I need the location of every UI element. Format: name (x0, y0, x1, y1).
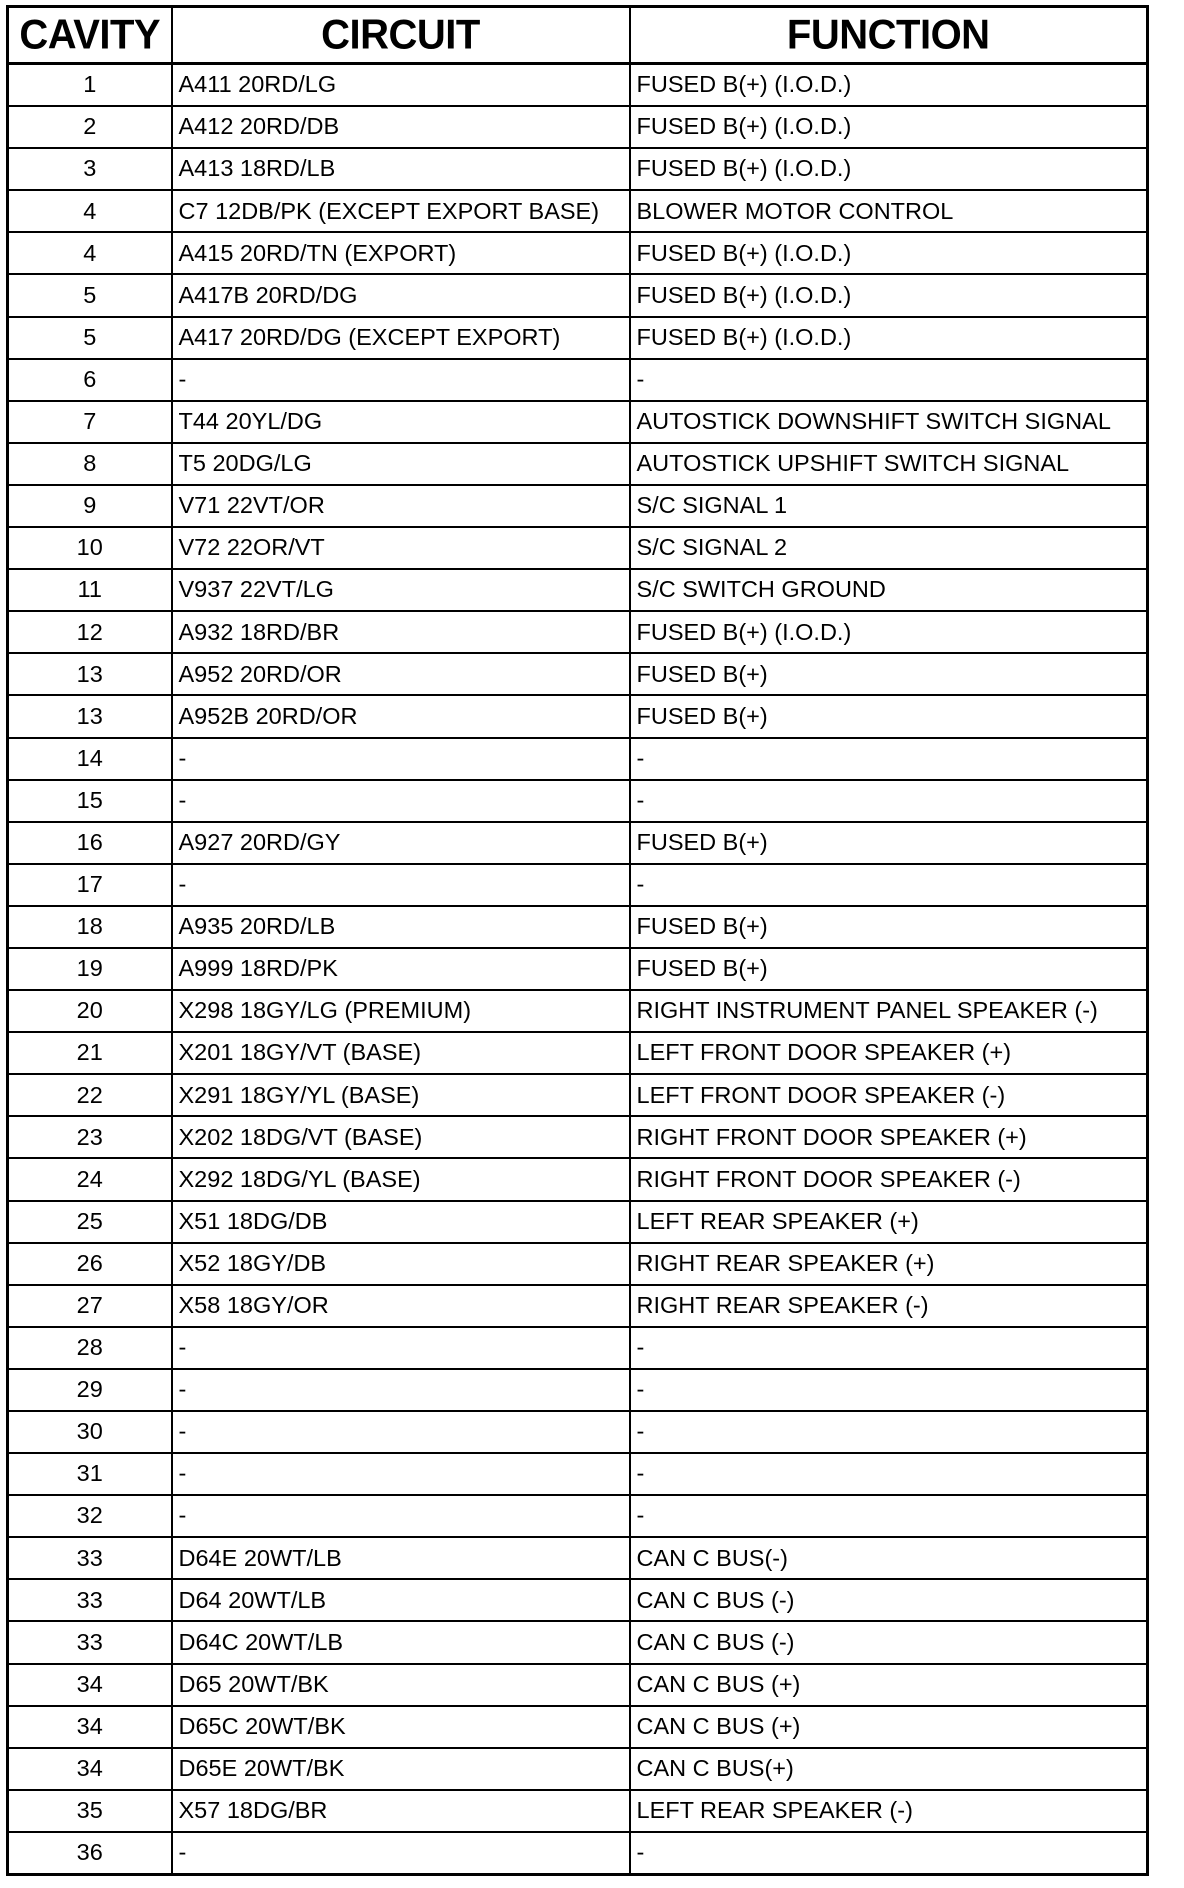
function-cell: LEFT REAR SPEAKER (+) (630, 1201, 1148, 1243)
table-row (8, 1706, 1148, 1748)
circuit-cell: - (172, 1453, 630, 1495)
table-row (8, 1116, 1148, 1158)
cavity-cell: 19 (8, 948, 172, 990)
cavity-cell: 16 (8, 822, 172, 864)
table-row (8, 1158, 1148, 1200)
table-row (8, 1369, 1148, 1411)
circuit-cell: X291 18GY/YL (BASE) (172, 1074, 630, 1116)
function-cell: RIGHT FRONT DOOR SPEAKER (-) (630, 1158, 1148, 1200)
function-cell: - (630, 780, 1148, 822)
circuit-cell: X51 18DG/DB (172, 1201, 630, 1243)
table-row (8, 106, 1148, 148)
circuit-cell: V937 22VT/LG (172, 569, 630, 611)
circuit-cell: D65C 20WT/BK (172, 1706, 630, 1748)
table-header (8, 7, 1148, 64)
table-row (8, 1537, 1148, 1579)
function-cell: S/C SWITCH GROUND (630, 569, 1148, 611)
cavity-cell: 33 (8, 1579, 172, 1621)
cavity-cell: 13 (8, 653, 172, 695)
cavity-cell: 14 (8, 738, 172, 780)
cavity-cell: 31 (8, 1453, 172, 1495)
function-cell: - (630, 1495, 1148, 1537)
cavity-cell: 12 (8, 611, 172, 653)
table-row (8, 1621, 1148, 1663)
function-cell: LEFT FRONT DOOR SPEAKER (+) (630, 1032, 1148, 1074)
function-cell: RIGHT REAR SPEAKER (+) (630, 1243, 1148, 1285)
function-cell: AUTOSTICK UPSHIFT SWITCH SIGNAL (630, 443, 1148, 485)
function-cell: CAN C BUS (+) (630, 1664, 1148, 1706)
table-row (8, 948, 1148, 990)
table-row (8, 485, 1148, 527)
circuit-cell: - (172, 864, 630, 906)
cavity-cell: 30 (8, 1411, 172, 1453)
circuit-cell: X292 18DG/YL (BASE) (172, 1158, 630, 1200)
cavity-cell: 11 (8, 569, 172, 611)
table-row (8, 1832, 1148, 1875)
cavity-cell: 10 (8, 527, 172, 569)
function-cell: LEFT REAR SPEAKER (-) (630, 1790, 1148, 1832)
cavity-cell: 35 (8, 1790, 172, 1832)
table-row (8, 738, 1148, 780)
table-row (8, 1664, 1148, 1706)
circuit-cell: V71 22VT/OR (172, 485, 630, 527)
circuit-cell: A935 20RD/LB (172, 906, 630, 948)
cavity-cell: 5 (8, 274, 172, 316)
cavity-cell: 18 (8, 906, 172, 948)
cavity-cell: 34 (8, 1706, 172, 1748)
column-header-cavity: CAVITY (8, 5, 172, 65)
circuit-cell: - (172, 1369, 630, 1411)
cavity-cell: 28 (8, 1327, 172, 1369)
table-row (8, 274, 1148, 316)
circuit-cell: D64 20WT/LB (172, 1579, 630, 1621)
circuit-cell: - (172, 1495, 630, 1537)
cavity-cell: 3 (8, 148, 172, 190)
table-row (8, 1285, 1148, 1327)
table-row (8, 822, 1148, 864)
function-cell: FUSED B(+) (I.O.D.) (630, 274, 1148, 316)
circuit-cell: - (172, 780, 630, 822)
circuit-cell: A952B 20RD/OR (172, 695, 630, 737)
function-cell: FUSED B(+) (630, 948, 1148, 990)
cavity-cell: 13 (8, 695, 172, 737)
pinout-sheet (6, 5, 1149, 1876)
circuit-cell: T44 20YL/DG (172, 401, 630, 443)
function-cell: AUTOSTICK DOWNSHIFT SWITCH SIGNAL (630, 401, 1148, 443)
function-cell: RIGHT REAR SPEAKER (-) (630, 1285, 1148, 1327)
cavity-cell: 17 (8, 864, 172, 906)
table-row (8, 1495, 1148, 1537)
table-row (8, 1579, 1148, 1621)
cavity-cell: 2 (8, 106, 172, 148)
function-cell: - (630, 1453, 1148, 1495)
table-row (8, 653, 1148, 695)
function-cell: - (630, 864, 1148, 906)
circuit-cell: - (172, 1327, 630, 1369)
circuit-cell: - (172, 359, 630, 401)
circuit-cell: D65 20WT/BK (172, 1664, 630, 1706)
cavity-cell: 33 (8, 1621, 172, 1663)
function-cell: LEFT FRONT DOOR SPEAKER (-) (630, 1074, 1148, 1116)
cavity-cell: 29 (8, 1369, 172, 1411)
function-cell: FUSED B(+) (630, 906, 1148, 948)
function-cell: BLOWER MOTOR CONTROL (630, 190, 1148, 232)
table-row (8, 1032, 1148, 1074)
function-cell: FUSED B(+) (630, 822, 1148, 864)
cavity-cell: 26 (8, 1243, 172, 1285)
function-cell: FUSED B(+) (I.O.D.) (630, 64, 1148, 107)
cavity-cell: 1 (8, 64, 172, 107)
circuit-cell: A932 18RD/BR (172, 611, 630, 653)
cavity-cell: 25 (8, 1201, 172, 1243)
function-cell: RIGHT INSTRUMENT PANEL SPEAKER (-) (630, 990, 1148, 1032)
circuit-cell: D65E 20WT/BK (172, 1748, 630, 1790)
table-row (8, 443, 1148, 485)
table-row (8, 1243, 1148, 1285)
circuit-cell: X201 18GY/VT (BASE) (172, 1032, 630, 1074)
function-cell: CAN C BUS (+) (630, 1706, 1148, 1748)
function-cell: CAN C BUS (-) (630, 1621, 1148, 1663)
cavity-cell: 15 (8, 780, 172, 822)
cavity-cell: 33 (8, 1537, 172, 1579)
function-cell: - (630, 1369, 1148, 1411)
circuit-cell: A412 20RD/DB (172, 106, 630, 148)
table-row (8, 232, 1148, 274)
function-cell: FUSED B(+) (630, 653, 1148, 695)
table-row (8, 64, 1148, 107)
function-cell: RIGHT FRONT DOOR SPEAKER (+) (630, 1116, 1148, 1158)
table-row (8, 695, 1148, 737)
table-row (8, 359, 1148, 401)
cavity-cell: 5 (8, 317, 172, 359)
table-row (8, 990, 1148, 1032)
cavity-cell: 6 (8, 359, 172, 401)
table-row (8, 190, 1148, 232)
table-row (8, 780, 1148, 822)
table-row (8, 317, 1148, 359)
circuit-cell: A415 20RD/TN (EXPORT) (172, 232, 630, 274)
cavity-cell: 7 (8, 401, 172, 443)
function-cell: - (630, 1327, 1148, 1369)
circuit-cell: X58 18GY/OR (172, 1285, 630, 1327)
function-cell: - (630, 738, 1148, 780)
function-cell: FUSED B(+) (I.O.D.) (630, 317, 1148, 359)
connector-pinout-table (6, 5, 1149, 1876)
table-row (8, 864, 1148, 906)
circuit-cell: - (172, 1411, 630, 1453)
cavity-cell: 24 (8, 1158, 172, 1200)
column-header-function: FUNCTION (630, 5, 1148, 65)
circuit-cell: X52 18GY/DB (172, 1243, 630, 1285)
circuit-cell: D64C 20WT/LB (172, 1621, 630, 1663)
function-cell: CAN C BUS (-) (630, 1579, 1148, 1621)
table-row (8, 1748, 1148, 1790)
circuit-cell: C7 12DB/PK (EXCEPT EXPORT BASE) (172, 190, 630, 232)
circuit-cell: A952 20RD/OR (172, 653, 630, 695)
table-row (8, 527, 1148, 569)
function-cell: CAN C BUS(-) (630, 1537, 1148, 1579)
cavity-cell: 20 (8, 990, 172, 1032)
circuit-cell: V72 22OR/VT (172, 527, 630, 569)
cavity-cell: 22 (8, 1074, 172, 1116)
function-cell: FUSED B(+) (I.O.D.) (630, 611, 1148, 653)
table-row (8, 148, 1148, 190)
circuit-cell: A417 20RD/DG (EXCEPT EXPORT) (172, 317, 630, 359)
table-row (8, 1074, 1148, 1116)
header-row (8, 7, 1148, 64)
cavity-cell: 4 (8, 232, 172, 274)
cavity-cell: 9 (8, 485, 172, 527)
cavity-cell: 23 (8, 1116, 172, 1158)
table-row (8, 401, 1148, 443)
circuit-cell: X202 18DG/VT (BASE) (172, 1116, 630, 1158)
function-cell: FUSED B(+) (630, 695, 1148, 737)
circuit-cell: X57 18DG/BR (172, 1790, 630, 1832)
table-body (8, 64, 1148, 1875)
table-row (8, 569, 1148, 611)
circuit-cell: A927 20RD/GY (172, 822, 630, 864)
circuit-cell: - (172, 1832, 630, 1875)
table-row (8, 1411, 1148, 1453)
cavity-cell: 21 (8, 1032, 172, 1074)
function-cell: - (636, 1839, 645, 1866)
function-cell: FUSED B(+) (I.O.D.) (630, 106, 1148, 148)
circuit-cell: A413 18RD/LB (172, 148, 630, 190)
circuit-cell: A999 18RD/PK (172, 948, 630, 990)
circuit-cell: D64E 20WT/LB (172, 1537, 630, 1579)
cavity-cell: 36 (8, 1832, 172, 1875)
table-row (8, 1453, 1148, 1495)
function-cell: FUSED B(+) (I.O.D.) (630, 232, 1148, 274)
function-cell: FUSED B(+) (I.O.D.) (630, 148, 1148, 190)
table-row (8, 611, 1148, 653)
circuit-cell: - (172, 738, 630, 780)
cavity-cell: 27 (8, 1285, 172, 1327)
cavity-cell: 32 (8, 1495, 172, 1537)
table-row (8, 1790, 1148, 1832)
circuit-cell: A417B 20RD/DG (172, 274, 630, 316)
function-cell: S/C SIGNAL 2 (630, 527, 1148, 569)
circuit-cell: A411 20RD/LG (172, 64, 630, 107)
table-row (8, 906, 1148, 948)
cavity-cell: 4 (8, 190, 172, 232)
cavity-cell: 8 (8, 443, 172, 485)
function-cell: CAN C BUS(+) (630, 1748, 1148, 1790)
circuit-cell: X298 18GY/LG (PREMIUM) (172, 990, 630, 1032)
function-cell: - (630, 1411, 1148, 1453)
cavity-cell: 34 (8, 1748, 172, 1790)
table-row (8, 1201, 1148, 1243)
table-row (8, 1327, 1148, 1369)
function-cell: - (630, 359, 1148, 401)
column-header-circuit: CIRCUIT (172, 5, 630, 65)
function-cell: S/C SIGNAL 1 (630, 485, 1148, 527)
cavity-cell: 34 (8, 1664, 172, 1706)
circuit-cell: T5 20DG/LG (172, 443, 630, 485)
